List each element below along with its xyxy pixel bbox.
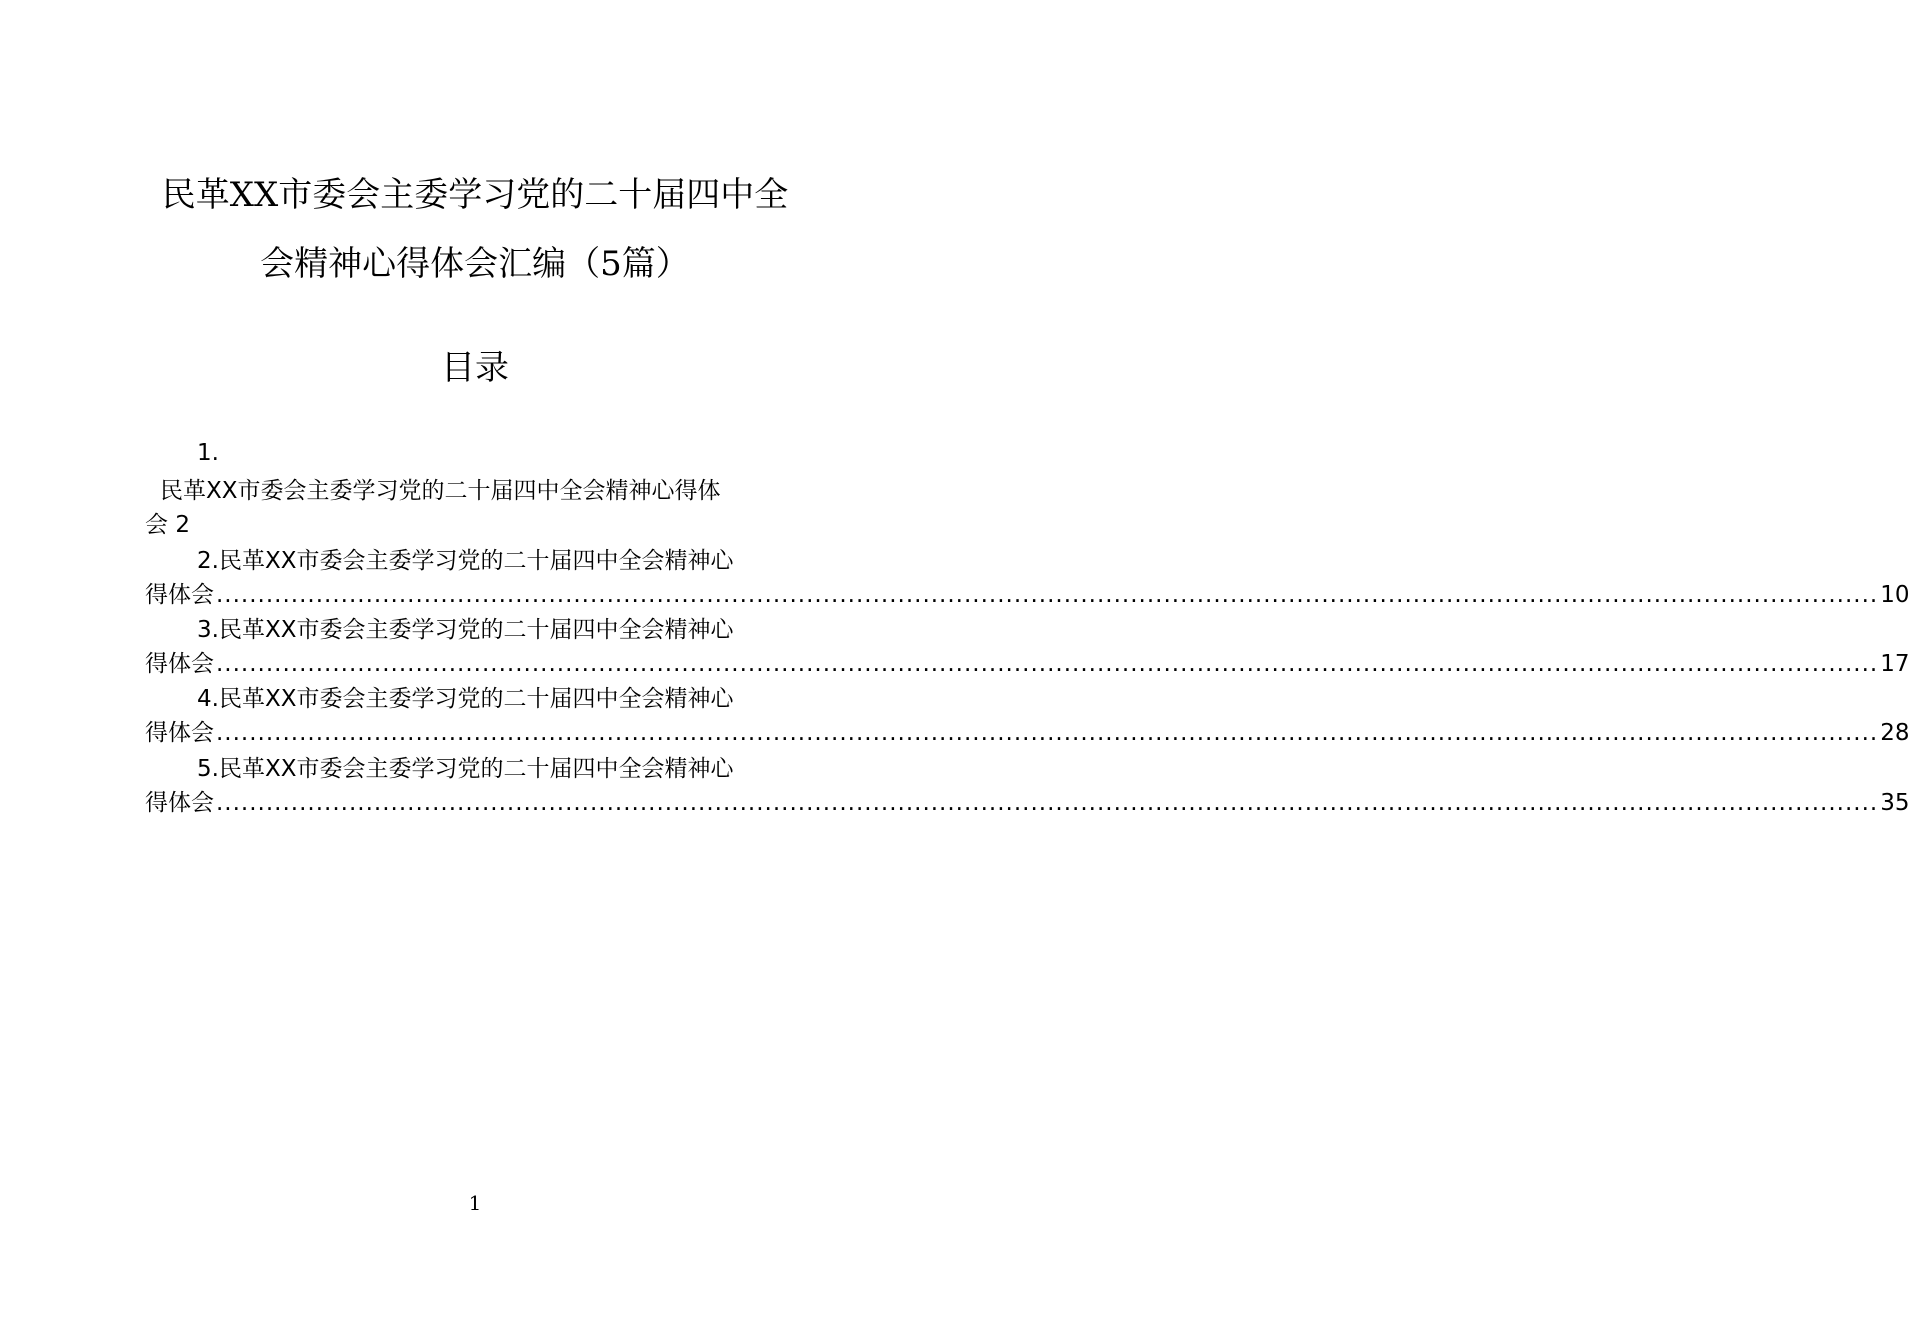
toc-entry-number: 5.	[197, 756, 219, 782]
page-number: 1	[468, 1191, 482, 1215]
toc-dot-leader: ........................................................................................................................................................................................................	[216, 790, 1879, 816]
document-title-line-1: 民革XX市委会主委学习党的二十届四中全	[161, 175, 789, 215]
toc-entry-5-title[interactable]	[145, 752, 805, 786]
toc-entry-title: 民革XX市委会主委学习党的二十届四中全会精神心得体	[160, 478, 721, 504]
toc-entry-2-continuation[interactable]	[145, 578, 1910, 612]
toc-entry-page: 10	[1880, 582, 1910, 608]
toc-entry-title-continuation: 得体会	[145, 790, 214, 816]
toc-entry-title: 民革XX市委会主委学习党的二十届四中全会精神心	[218, 686, 734, 712]
toc-entry-title-continuation: 得体会	[145, 582, 214, 608]
toc-entry-3-title[interactable]	[145, 613, 805, 647]
toc-entry-page: 17	[1880, 651, 1910, 677]
toc-dot-leader: ........................................................................................................................................................................................................	[216, 582, 1879, 608]
toc-entry-title: 民革XX市委会主委学习党的二十届四中全会精神心	[218, 548, 734, 574]
toc-entry-title-continuation: 会	[145, 512, 168, 538]
toc-entry-1-continuation[interactable]	[145, 508, 805, 542]
toc-entry-title: 民革XX市委会主委学习党的二十届四中全会精神心	[218, 617, 734, 643]
toc-dot-leader: ........................................................................................................................................................................................................	[216, 651, 1879, 677]
toc-heading: 目录	[441, 348, 509, 388]
toc-entry-title-continuation: 得体会	[145, 720, 214, 746]
toc-entry-number: 3.	[197, 617, 219, 643]
toc-entry-1-number[interactable]	[145, 436, 805, 470]
toc-entry-1-title[interactable]	[145, 474, 805, 508]
toc-dot-leader: ........................................................................................................................................................................................................	[216, 720, 1879, 746]
toc-entry-number: 4.	[197, 686, 219, 712]
toc-entry-title-continuation: 得体会	[145, 651, 214, 677]
toc-entry-2-title[interactable]	[145, 544, 805, 578]
toc-entry-3-continuation[interactable]	[145, 647, 1910, 681]
toc-entry-4-continuation[interactable]	[145, 716, 1910, 750]
toc-entry-5-continuation[interactable]	[145, 786, 1910, 820]
toc-entry-page: 28	[1880, 720, 1910, 746]
toc-entry-number: 1.	[197, 440, 219, 466]
toc-entry-page: 2	[175, 512, 190, 538]
toc-entry-number: 2.	[197, 548, 219, 574]
toc-entry-4-title[interactable]	[145, 682, 805, 716]
toc-entry-title: 民革XX市委会主委学习党的二十届四中全会精神心	[218, 756, 734, 782]
toc-entry-page: 35	[1880, 790, 1910, 816]
document-title-line-2: 会精神心得体会汇编（5篇）	[260, 244, 690, 284]
